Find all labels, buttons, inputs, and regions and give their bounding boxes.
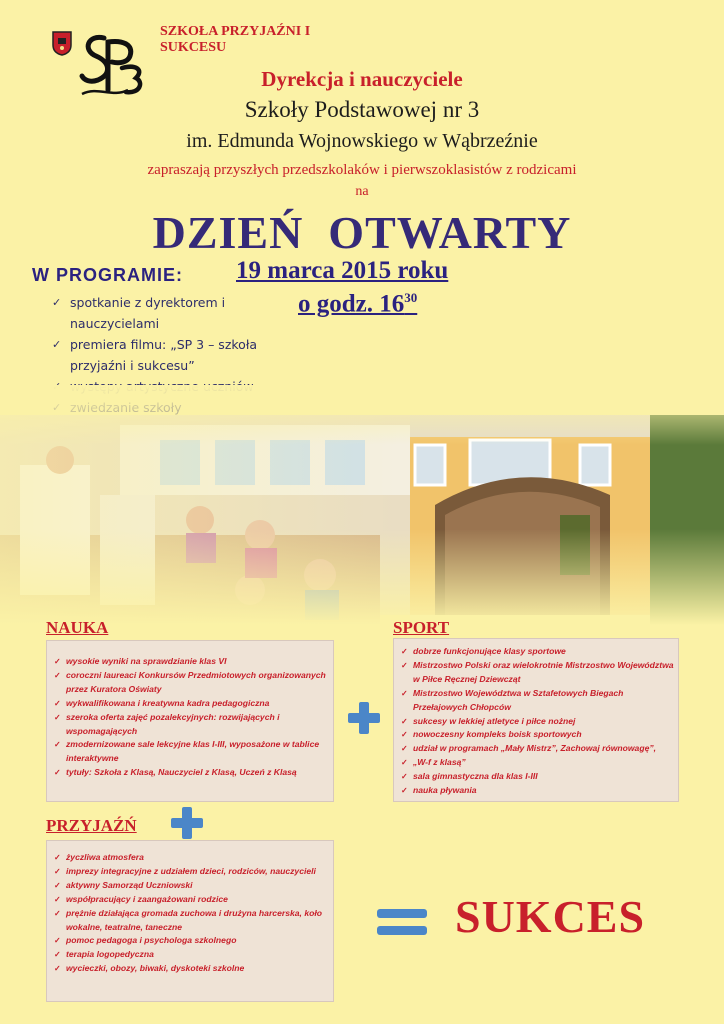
nauka-item: ✓ zmodernizowane sale lekcyjne klas I-III, wyposażone w tablice interaktywne	[53, 738, 333, 766]
sport-item: ✓ dobrze funkcjonujące klasy sportowe	[400, 645, 676, 659]
nauka-box	[46, 640, 334, 802]
event-time-prefix: o godz. 16	[298, 290, 405, 318]
nauka-heading: NAUKA	[46, 618, 109, 637]
sport-heading: SPORT	[393, 618, 450, 637]
event-time-minutes: 30	[404, 290, 418, 305]
przyjazn-list	[53, 851, 333, 976]
event-time	[298, 290, 417, 318]
event-title: DZIEŃ OTWARTY	[152, 207, 572, 258]
nauka-item: ✓ szeroka oferta zajęć pozalekcyjnych: rozwijających i wspomagających	[53, 711, 333, 739]
sport-item: ✓ Mistrzostwo Polski oraz wielokrotnie Mistrzostwo Województwa w Piłce Ręcznej Dziewcząt	[400, 659, 676, 687]
plus-icon	[347, 701, 381, 735]
przyjazn-item: ✓ prężnie działająca gromada zuchowa i drużyna harcerska, koło wokalne, teatralne, taneczne	[53, 907, 333, 935]
przyjazn-item: ✓ pomoc pedagoga i psychologa szkolnego	[53, 934, 333, 948]
przyjazn-item: ✓ wycieczki, obozy, biwaki, dyskoteki szkolne	[53, 962, 333, 976]
patron-line: im. Edmunda Wojnowskiego w Wąbrzeźnie	[186, 130, 538, 152]
coat-of-arms-icon	[52, 31, 72, 56]
school-photo-collage	[0, 385, 724, 625]
nauka-list	[53, 655, 333, 780]
przyjazn-box	[46, 840, 334, 1002]
nauka-item: ✓ wysokie wyniki na sprawdzianie klas VI	[53, 655, 333, 669]
sport-item: ✓ nowoczesny kompleks boisk sportowych	[400, 728, 676, 742]
sport-item: ✓ „W-f z klasą”	[400, 756, 676, 770]
program-item: ✓ spotkanie z dyrektorem i nauczycielami	[52, 292, 302, 334]
plus-icon	[170, 806, 204, 840]
przyjazn-item: ✓ życzliwa atmosfera	[53, 851, 333, 865]
przyjazn-item: ✓ aktywny Samorząd Uczniowski	[53, 879, 333, 893]
sport-item: ✓ Mistrzostwo Województwa w Sztafetowych Biegach Przełajowych Chłopców	[400, 687, 676, 715]
nauka-item: ✓ coroczni laureaci Konkursów Przedmiotowych organizowanych przez Kuratora Oświaty	[53, 669, 333, 697]
organizer-line: Dyrekcja i nauczyciele	[261, 67, 463, 91]
equals-icon	[376, 905, 428, 939]
przyjazn-item: ✓ imprezy integracyjne z udziałem dzieci, rodziców, nauczycieli	[53, 865, 333, 879]
nauka-item: ✓ tytuły: Szkoła z Klasą, Nauczyciel z Klasą, Uczeń z Klasą	[53, 766, 333, 780]
nauka-item: ✓ wykwalifikowana i kreatywna kadra pedagogiczna	[53, 697, 333, 711]
sport-item: ✓ sala gimnastyczna dla klas I-III	[400, 770, 676, 784]
invitation-line: zapraszają przyszłych przedszkolaków i pierwszoklasistów z rodzicami	[147, 162, 577, 178]
sport-box	[393, 638, 679, 802]
sport-item: ✓ nauka pływania	[400, 784, 676, 798]
program-item: ✓ premiera filmu: „SP 3 – szkoła przyjaźni i sukcesu”	[52, 334, 302, 376]
sport-list	[400, 645, 676, 798]
sport-item: ✓ udział w programach „Mały Mistrz”, Zachowaj równowagę”,	[400, 742, 676, 756]
sport-item: ✓ sukcesy w lekkiej atletyce i piłce nożnej	[400, 715, 676, 729]
invitation-na: na	[355, 184, 369, 199]
przyjazn-heading: PRZYJAŹŃ	[46, 816, 137, 835]
result-word: SUKCES	[455, 891, 646, 942]
event-date: 19 marca 2015 roku	[236, 257, 449, 284]
school-line: Szkoły Podstawowej nr 3	[244, 97, 480, 122]
przyjazn-item: ✓ współpracujący i zaangażowani rodzice	[53, 893, 333, 907]
program-heading: W PROGRAMIE:	[32, 265, 183, 285]
przyjazn-item: ✓ terapia logopedyczna	[53, 948, 333, 962]
school-name: SZKOŁA PRZYJAŹNI I SUKCESU	[160, 24, 311, 55]
